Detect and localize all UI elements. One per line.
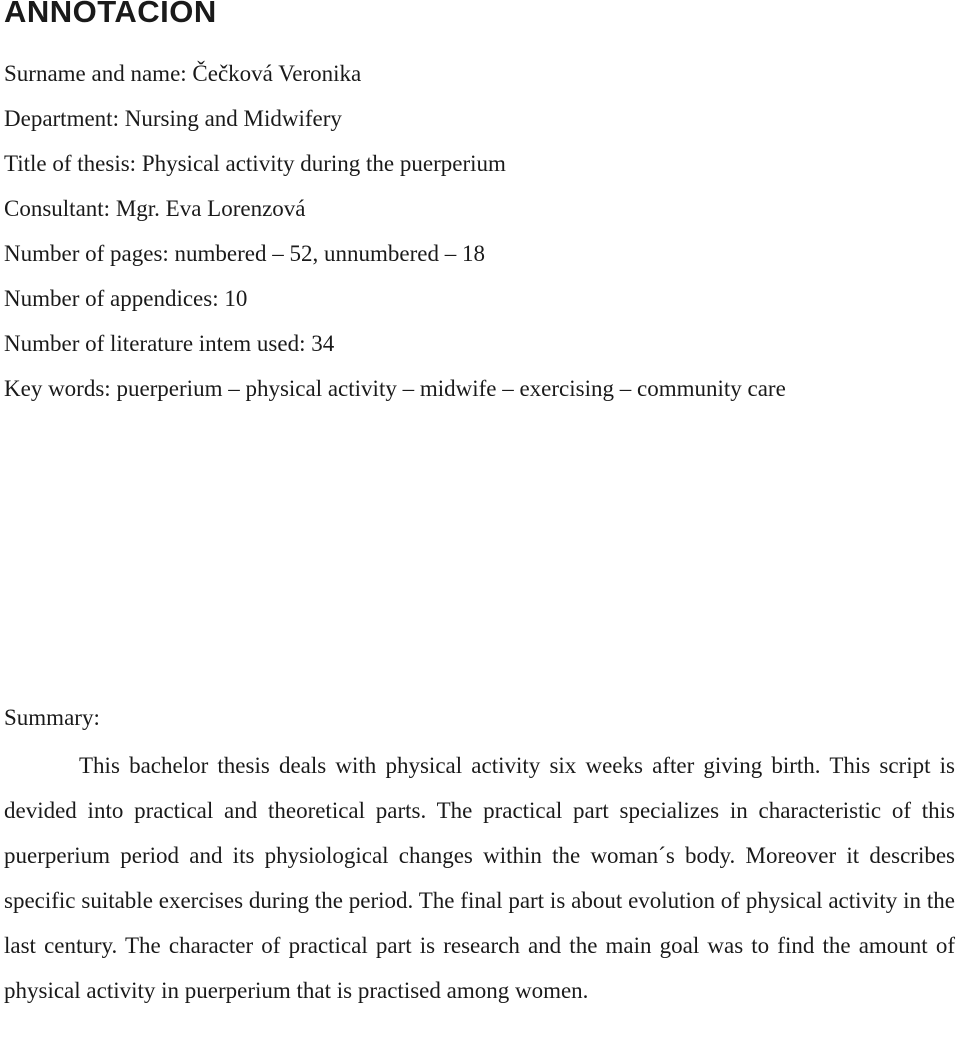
metadata-label: Number of pages: [4, 241, 169, 266]
metadata-value: puerperium – physical activity – midwife – exercising – community care [116, 376, 786, 401]
metadata-label: Number of appendices: [4, 286, 219, 311]
metadata-label: Consultant: [4, 196, 111, 221]
metadata-value: Nursing and Midwifery [124, 106, 342, 131]
metadata-keywords [4, 371, 954, 416]
metadata-label: Number of literature intem used: [4, 331, 306, 356]
metadata-value: Physical activity during the puerperium [141, 151, 506, 176]
metadata-surname [4, 56, 954, 101]
metadata-label: Department: [4, 106, 119, 131]
document-heading: ANNOTACION [4, 0, 217, 29]
metadata-appendices [4, 281, 954, 326]
summary-paragraph: This bachelor thesis deals with physical activity six weeks after giving birth. This script is devided into practical and theoretical parts. The practical part specializes in characteristic of this puerperium period and its physiological changes within the woman´s body. Moreover it describes specific suitable exercises during the period. The final part is about evolution of physical activity in the last century. The character of practical part is research and the main goal was to find the amount of physical activity in puerperium that is practised among women. [4, 753, 955, 1003]
metadata-value: Čečková Veronika [192, 61, 362, 86]
metadata-value: numbered – 52, unnumbered – 18 [174, 241, 485, 266]
metadata-value: 34 [311, 331, 335, 356]
metadata-label: Key words: [4, 376, 111, 401]
metadata-label: Surname and name: [4, 61, 187, 86]
metadata-list [4, 56, 954, 416]
metadata-value: Mgr. Eva Lorenzová [115, 196, 306, 221]
metadata-title [4, 146, 954, 191]
metadata-label: Title of thesis: [4, 151, 137, 176]
metadata-literature [4, 326, 954, 371]
metadata-pages [4, 236, 954, 281]
metadata-consultant [4, 191, 954, 236]
metadata-value: 10 [224, 286, 248, 311]
metadata-department [4, 101, 954, 146]
summary-label: Summary: [4, 705, 100, 730]
